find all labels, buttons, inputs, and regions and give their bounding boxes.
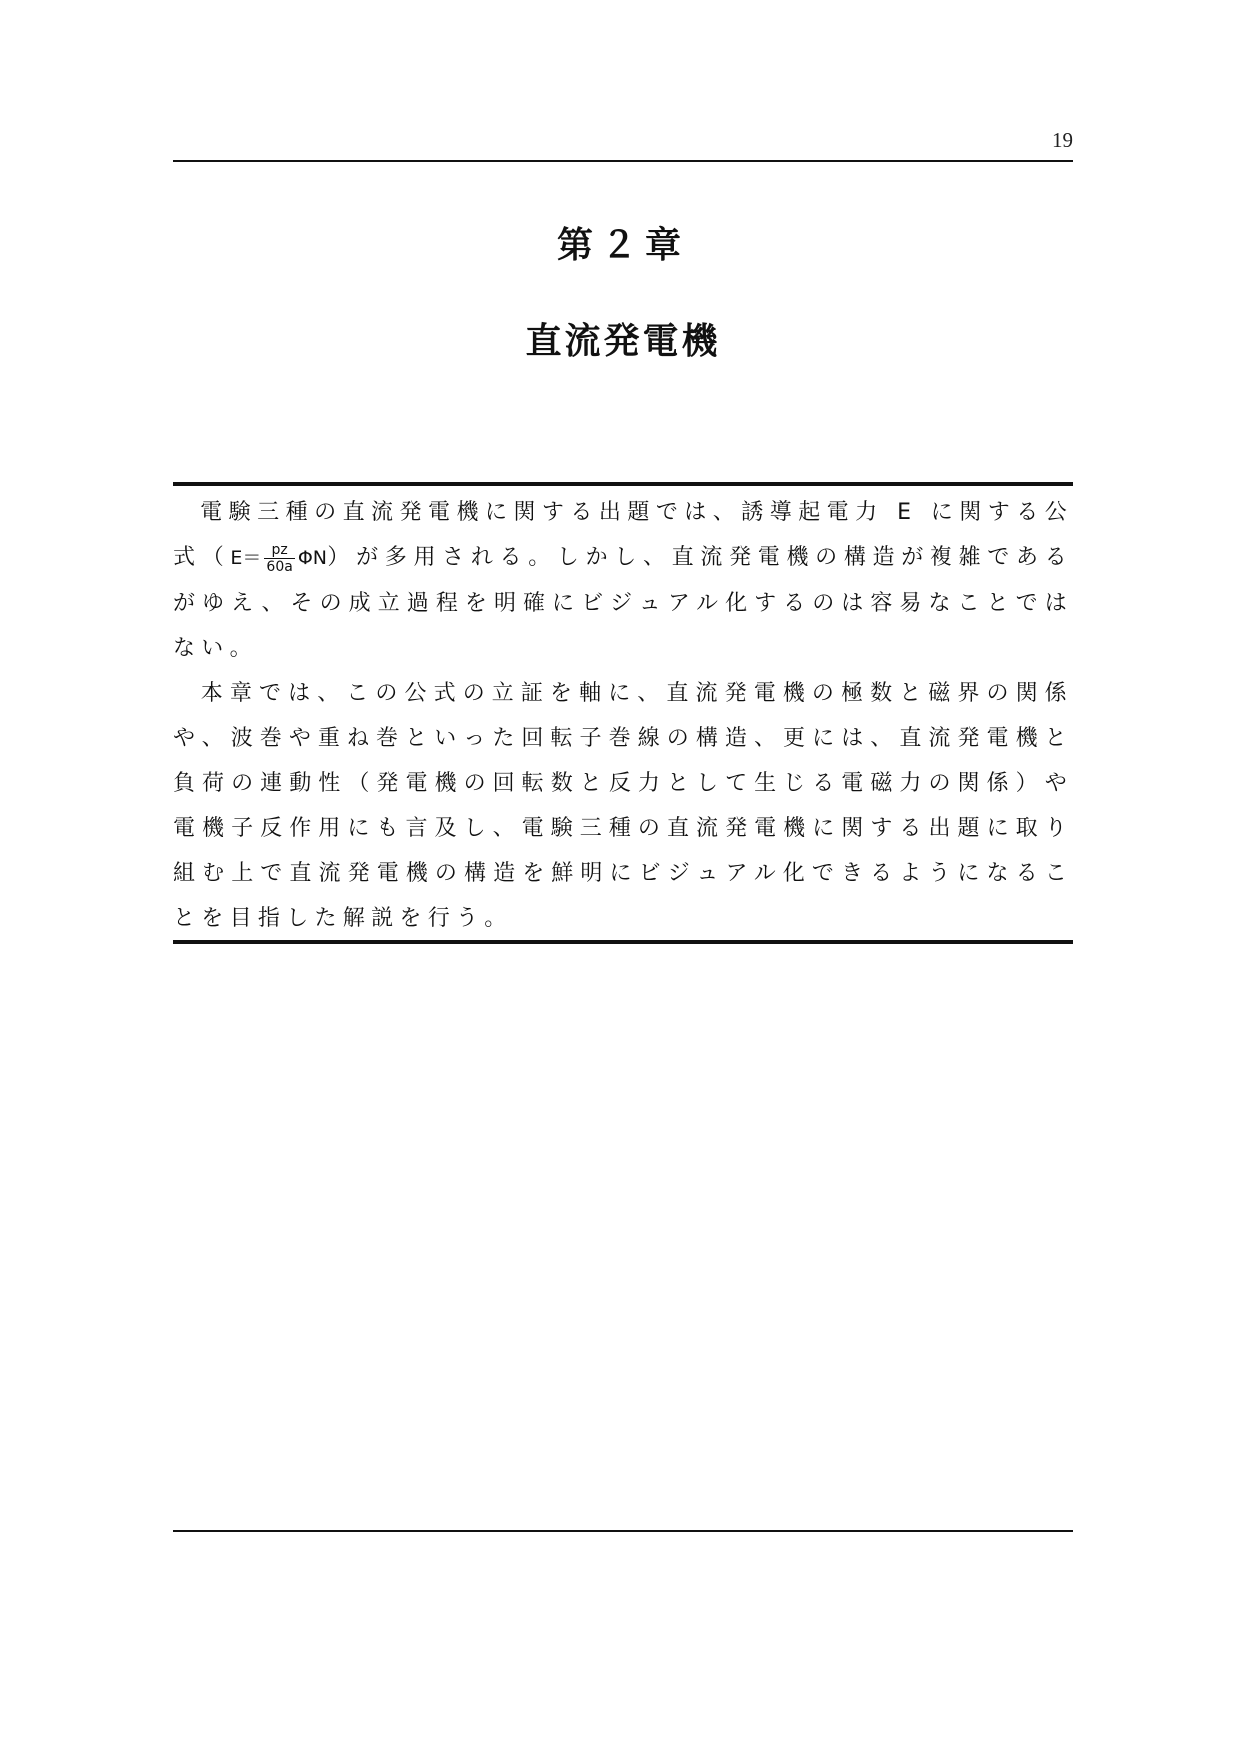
emf-formula (230, 536, 327, 581)
abstract-paragraph-2 (173, 671, 1073, 941)
abstract-bottom-rule (173, 940, 1073, 944)
paragraph-1-text-before-formula: 電験三種の直流発電機に関する出題では、誘導起電力 E に関する公式（ (173, 500, 1073, 570)
formula-lhs: E＝ (230, 546, 262, 569)
chapter-title: 直流発電機 (525, 321, 721, 362)
chapter-abstract (173, 486, 1073, 941)
formula-numerator: pz (264, 542, 294, 559)
abstract-paragraph-1 (173, 486, 1073, 671)
chapter-number: 第２章 (556, 225, 689, 266)
formula-rhs: ΦN (297, 546, 327, 569)
footer-rule (173, 1530, 1073, 1532)
header-rule (173, 160, 1073, 162)
formula-denominator: 60a (266, 558, 293, 575)
page-number: 19 (1052, 128, 1073, 152)
formula-fraction (264, 542, 294, 575)
paragraph-2-text: 本章では、この公式の立証を軸に、直流発電機の極数と磁界の関係や、波巻や重ね巻といった回転子巻線の構造、更には、直流発電機と負荷の連動性（発電機の回転数と反力として生じる電磁力の関係）や電機子反作用にも言及し、電験三種の直流発電機に関する出題に取り組む上で直流発電機の構造を鮮明にビジュアル化できるようになることを目指した解説を行う。 (173, 680, 1073, 931)
paragraph-1-text-after-formula: ）が多用される。しかし、直流発電機の構造が複雑であるがゆえ、その成立過程を明確にビジュアル化するのは容易なことではない。 (173, 545, 1073, 661)
